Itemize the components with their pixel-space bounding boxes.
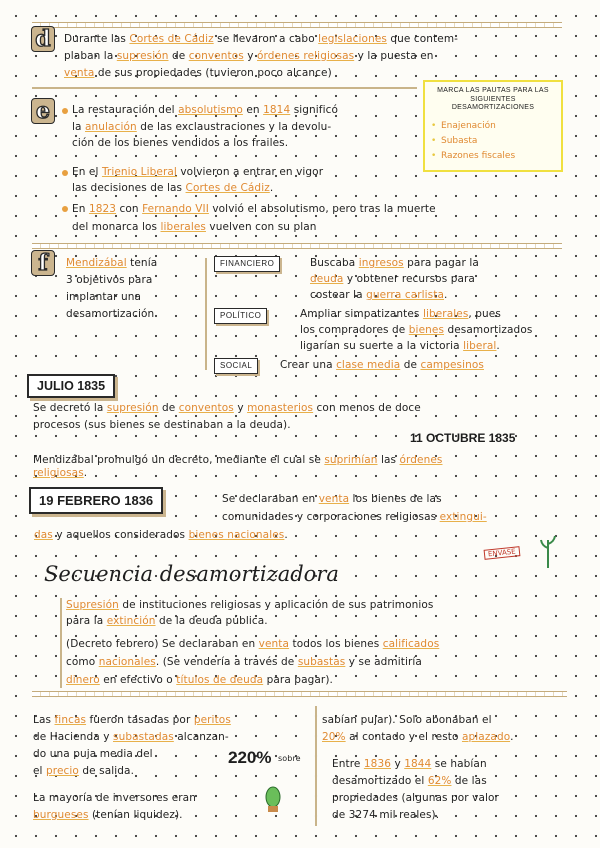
highlight-span: liberales	[160, 221, 206, 233]
text-span: Ampliar simpatizantes	[300, 308, 423, 320]
secuencia-b1	[66, 597, 571, 629]
highlight-span: liberal	[463, 340, 497, 352]
octubre-text	[33, 454, 573, 480]
text-line	[72, 135, 422, 152]
percent-220: 220%	[228, 748, 272, 767]
text-span: .	[510, 731, 514, 743]
section-letter-d: d	[31, 26, 55, 52]
vertical-connector	[205, 258, 207, 370]
section-letter-e: e	[31, 98, 55, 124]
highlight-span: nacionales	[98, 656, 156, 668]
text-span: En	[72, 203, 89, 215]
highlight-span: 1823	[88, 203, 117, 215]
text-line	[332, 807, 572, 824]
divider-d-e	[32, 87, 417, 89]
highlight-span: calificados	[382, 638, 440, 650]
text-line	[72, 200, 567, 218]
hatch-rule-e-f	[32, 243, 562, 249]
text-span: de	[158, 402, 179, 414]
highlight-span: peritos	[193, 714, 231, 726]
secuencia-bracket	[60, 598, 62, 688]
text-span: para pagar la	[403, 257, 479, 269]
text-span: .	[284, 529, 288, 541]
highlight-span: religiosas	[33, 467, 84, 479]
text-span: que contem-	[386, 33, 459, 45]
bullet-icon	[62, 108, 68, 114]
text-span: (Decreto febrero) Se declaraban en	[66, 638, 259, 650]
section-e-p3	[72, 200, 567, 236]
text-span: Durante las	[64, 33, 130, 45]
text-span: do una puja media del	[33, 748, 153, 760]
highlight-span: venta	[64, 67, 95, 79]
text-line	[33, 467, 573, 480]
highlight-span: 1836	[363, 758, 392, 770]
text-span: fueron tasadas por	[86, 714, 194, 726]
highlight-span: suprimían	[324, 454, 378, 466]
text-line	[66, 306, 206, 323]
highlight-span: 1814	[263, 104, 291, 116]
section-d-text	[64, 31, 564, 82]
text-line	[72, 164, 432, 180]
text-span: .	[269, 182, 274, 194]
text-line	[300, 338, 570, 354]
highlight-span: Mendizábal	[66, 257, 127, 269]
text-line	[310, 255, 570, 271]
text-span: de Hacienda y	[33, 731, 113, 743]
text-span: propiedades (algunas por valor	[332, 792, 499, 804]
text-span: de las exclaustraciones y la devolu-	[136, 120, 332, 133]
text-span: para pagar).	[263, 674, 333, 686]
highlight-span: guerra carlista	[366, 289, 445, 301]
text-line	[322, 729, 572, 746]
date-octubre-1835: 11 OCTUBRE 1835	[410, 431, 516, 445]
highlight-span: deuda	[310, 273, 344, 285]
hatch-rule-bottom	[32, 691, 567, 697]
text-span: volvió el absolutismo, pero tras la muerte	[208, 203, 436, 215]
text-span: 3 objetivos para	[66, 274, 153, 286]
text-line	[66, 613, 571, 629]
text-span: La restauración del	[72, 104, 179, 116]
text-line	[33, 454, 573, 467]
text-line	[66, 635, 571, 653]
text-span: costear la	[310, 289, 367, 301]
text-line	[34, 490, 574, 508]
text-span: Se decretó la	[33, 402, 107, 414]
text-span: y se admitiría	[345, 656, 422, 668]
highlight-span: supresión	[116, 50, 169, 62]
section-e-p2	[72, 164, 432, 196]
secuencia-title: Secuencia desamortizadora	[44, 562, 339, 586]
stamp-label: ENVASE	[484, 546, 521, 560]
text-span: para la	[66, 615, 107, 627]
highlight-span: venta	[258, 638, 290, 650]
text-span: desamortizado el	[332, 775, 428, 787]
text-line	[332, 790, 572, 807]
highlight-span: das	[34, 529, 53, 541]
text-span: desamortizados	[444, 324, 533, 336]
text-line	[66, 289, 206, 306]
text-span: volvieron a entrar en vigor	[176, 166, 324, 178]
text-span: y	[243, 50, 258, 62]
bullet-icon	[62, 206, 68, 212]
text-span: de la deuda pública.	[155, 615, 268, 627]
text-span: se llevaron a cabo	[213, 33, 319, 45]
text-span: la	[72, 120, 85, 133]
bottom-left-text	[33, 712, 313, 780]
note-item: • Enajenación	[431, 119, 555, 134]
text-span: En el	[72, 166, 102, 178]
note-item: • Subasta	[431, 134, 555, 149]
highlight-span: liberales	[422, 308, 469, 320]
secuencia-b2	[66, 635, 571, 689]
text-span: .	[83, 467, 88, 479]
highlight-span: órdenes religiosas	[257, 50, 355, 62]
text-line	[66, 653, 571, 671]
text-span: ligarían su suerte a la victoria	[300, 340, 464, 352]
tag-social: SOCIAL	[214, 358, 258, 374]
highlight-span: clase media	[336, 359, 401, 371]
text-span: . (Se vendería a través de	[155, 656, 298, 668]
febrero-text	[34, 490, 574, 544]
text-span: , pues	[468, 308, 501, 320]
text-span: significó	[290, 104, 339, 116]
highlight-span: Trienio Liberal	[101, 166, 177, 178]
text-span: de	[400, 359, 421, 371]
text-line	[33, 712, 313, 729]
julio-text	[33, 400, 573, 434]
highlight-span: extingui-	[439, 511, 487, 523]
text-span: sabían pujar). Solo abonaban el	[322, 714, 492, 726]
text-line	[300, 322, 570, 338]
note-title: MARCA LAS PAUTAS PARA LAS SIGUIENTES DESAMORTIZACIONES	[437, 87, 549, 111]
text-line	[332, 773, 572, 790]
highlight-span: 20%	[322, 731, 346, 743]
text-span: plaban la	[64, 50, 117, 62]
highlight-span: burgueses	[33, 809, 89, 821]
highlight-span: subastadas	[113, 731, 174, 743]
text-line	[280, 357, 570, 373]
date-julio-1835: JULIO 1835	[27, 374, 115, 398]
top-hatch-rule	[32, 22, 562, 28]
text-line	[332, 756, 572, 773]
highlight-span: conventos	[188, 50, 244, 62]
highlight-span: supresión	[106, 402, 159, 414]
highlight-span: venta	[318, 493, 350, 505]
text-span: de instituciones religiosas y aplicación de sus patrimonios	[118, 599, 434, 611]
text-span: ción de los bienes vendidos a los frailes.	[72, 137, 289, 149]
highlight-span: 62%	[427, 775, 452, 787]
text-line	[72, 119, 422, 136]
text-span: con	[116, 203, 143, 215]
highlight-span: títulos de deuda	[176, 674, 264, 686]
text-line	[33, 729, 313, 746]
text-span: de sus propiedades (tuvieron poco alcance)	[94, 67, 332, 79]
text-line	[322, 712, 572, 729]
text-span: Entre	[332, 758, 364, 770]
text-span: .	[444, 289, 448, 301]
text-line	[66, 255, 206, 272]
vertical-divider-bottom	[315, 706, 317, 826]
highlight-span: bienes nacionales	[188, 529, 285, 541]
highlight-span: dinero	[66, 674, 100, 686]
highlight-span: conventos	[178, 402, 234, 414]
text-span: en efectivo o	[99, 674, 177, 686]
section-e-p1	[72, 102, 422, 152]
objective-politico-text	[300, 306, 570, 354]
cactus-doodle-icon	[262, 784, 284, 814]
text-span: las	[377, 454, 400, 466]
objective-financiero-text	[310, 255, 570, 303]
text-line	[72, 218, 567, 236]
text-line	[72, 180, 432, 196]
text-span: todos los bienes	[289, 638, 383, 650]
highlight-span: anulación	[85, 120, 137, 133]
bullet-icon	[62, 170, 68, 176]
text-line	[64, 48, 564, 65]
text-span: comunidades y corporaciones religiosas	[222, 511, 440, 523]
section-f-intro	[66, 255, 206, 323]
text-span: los bienes de las	[349, 493, 442, 505]
highlight-span: Cortes de Cádiz	[185, 182, 270, 194]
highlight-span: 1844	[404, 758, 432, 770]
text-line	[66, 597, 571, 613]
text-span: de salida.	[78, 765, 135, 777]
text-span: Buscaba	[310, 257, 359, 269]
text-span: de	[168, 50, 189, 62]
text-line	[66, 671, 571, 689]
text-span: al contado y el resto	[345, 731, 462, 743]
text-line	[34, 526, 574, 544]
highlight-span: campesinos	[420, 359, 484, 371]
section-letter-f: f	[31, 250, 55, 276]
text-span: Las	[33, 714, 55, 726]
bottom-right-text-2	[332, 756, 572, 824]
text-span: con menos de doce	[313, 402, 421, 414]
highlight-span: fincas	[54, 714, 87, 726]
text-span: y obtener recursos para	[343, 273, 475, 285]
text-line	[310, 271, 570, 287]
highlight-span: órdenes	[399, 454, 443, 466]
note-box	[423, 80, 563, 172]
percent-suffix: sobre	[278, 754, 301, 763]
text-line	[64, 31, 564, 48]
text-span: Crear una	[280, 359, 337, 371]
text-span: las decisiones de las	[72, 182, 186, 194]
note-list	[431, 119, 555, 164]
tag-politico: POLÍTICO	[214, 308, 267, 324]
highlight-span: bienes	[408, 324, 445, 336]
text-span: de 3274 mil reales).	[332, 809, 440, 821]
highlight-span: legislaciones	[318, 33, 387, 45]
text-span: Mendizábal promulgó un decreto, mediante el cual se	[33, 454, 325, 466]
text-span: procesos (sus bienes se destinaban a la deuda).	[33, 419, 291, 431]
text-line	[300, 306, 570, 322]
highlight-span: absolutismo	[178, 104, 243, 116]
note-item: • Razones fiscales	[431, 149, 555, 164]
text-span: implantar una	[66, 291, 142, 303]
highlight-span: Fernando VII	[142, 203, 209, 215]
text-span: de las	[451, 775, 487, 787]
highlight-span: monasterios	[247, 402, 314, 414]
highlight-span: ingresos	[358, 257, 404, 269]
plant-doodle-icon	[538, 530, 558, 570]
text-span: y la puesta en	[354, 50, 434, 62]
highlight-span: extinción	[106, 615, 156, 627]
text-span: en	[242, 104, 264, 116]
text-line	[34, 508, 574, 526]
text-line	[310, 287, 570, 303]
highlight-span: aplazado	[461, 731, 511, 743]
text-span: y aquellos considerados	[52, 529, 189, 541]
highlight-span: Supresión	[66, 599, 119, 611]
text-line	[33, 400, 573, 417]
objective-social-text	[280, 357, 570, 373]
text-span: tenía	[126, 257, 158, 269]
text-span: el	[33, 765, 47, 777]
highlight-span: subastas	[297, 656, 346, 668]
text-span: se habían	[431, 758, 487, 770]
text-span: alcanzan-	[173, 731, 229, 743]
text-span: La mayoría de inversores eran	[33, 792, 196, 804]
text-span: los compradores de	[300, 324, 409, 336]
text-span: y	[391, 758, 405, 770]
text-span: y	[233, 402, 248, 414]
highlight-span: precio	[46, 765, 79, 777]
date-febrero-1836: 19 FEBRERO 1836	[29, 487, 163, 514]
text-line	[72, 102, 422, 119]
highlight-span: Cortes de Cádiz	[129, 33, 214, 45]
bottom-right-text	[322, 712, 572, 746]
tag-financiero: FINANCIERO	[214, 256, 280, 272]
text-span: (tenían liquidez).	[88, 809, 183, 821]
text-span: .	[496, 340, 500, 352]
text-line	[66, 272, 206, 289]
text-span: del monarca los	[72, 221, 161, 233]
text-span: vuelven con su plan	[205, 221, 317, 233]
text-span: Se declaraban en	[222, 493, 319, 505]
text-span: como	[66, 656, 99, 668]
text-span: desamortización	[66, 308, 155, 320]
